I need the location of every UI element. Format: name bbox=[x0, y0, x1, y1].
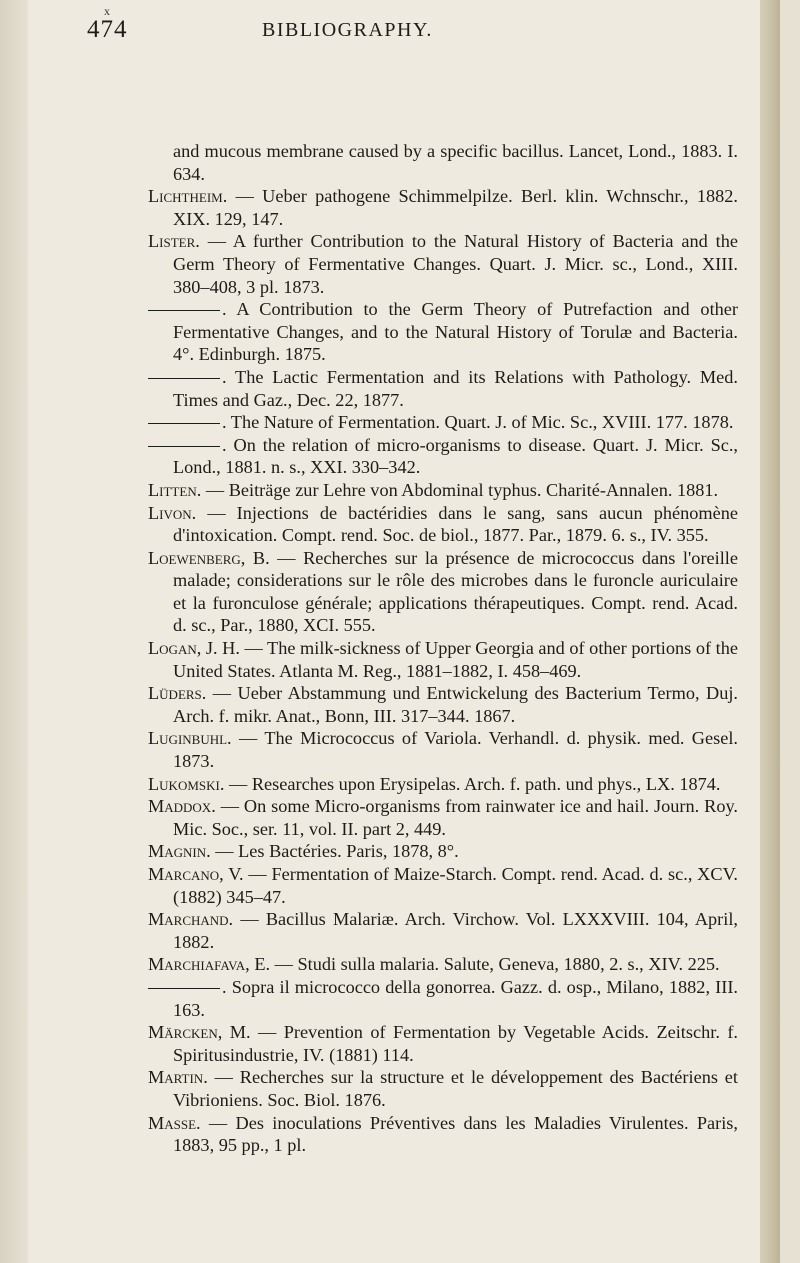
bibliography-entry bbox=[148, 1021, 738, 1066]
entry-author: Logan, bbox=[148, 638, 202, 659]
ditto-rule bbox=[148, 988, 220, 989]
bibliography-entry bbox=[148, 1112, 738, 1157]
entry-text: — Des inoculations Préventives dans les Maladies Virulentes. Paris, 1883, 95 pp., 1 pl. bbox=[173, 1112, 738, 1156]
entry-author: Lüders. bbox=[148, 683, 207, 704]
entry-text: — Injections de bactéridies dans le sang, sans aucun phénomène d'intoxication. Compt. rend. Soc. de biol., 1877. Par., 1879. 6. s., IV. 355. bbox=[173, 502, 738, 546]
bibliography-entry bbox=[148, 298, 738, 366]
entry-text: B. — Recherches sur la présence de micrococcus dans l'oreille malade; considerations sur le rôle des microbes dans le furoncle auriculaire et la furonculose générale; applications thérapeutiques. Compt. rend. Acad. d. sc., Par., 1880, XCI. 555. bbox=[173, 547, 738, 636]
entry-author: Masse. bbox=[148, 1112, 201, 1133]
entry-text: — On some Micro-organisms from rainwater ice and hail. Journ. Roy. Mic. Soc., ser. 11, vol. II. part 2, 449. bbox=[173, 796, 738, 839]
bibliography-entry bbox=[148, 479, 738, 502]
entry-text: . On the relation of micro-organisms to disease. Quart. J. Micr. Sc., Lond., 1881. n. s., XXI. 330–342. bbox=[173, 434, 738, 478]
ditto-rule bbox=[148, 423, 220, 424]
bibliography-entry bbox=[148, 795, 738, 840]
entry-author: Magnin. bbox=[148, 841, 211, 862]
entry-text: . The Nature of Fermentation. Quart. J. of Mic. Sc., XVIII. 177. 1878. bbox=[222, 412, 734, 433]
bibliography-entry bbox=[148, 230, 738, 298]
entry-author: Litten. bbox=[148, 479, 202, 500]
entry-text: . The Lactic Fermentation and its Relations with Pathology. Med. Times and Gaz., Dec. 22, 1877. bbox=[173, 366, 738, 410]
entry-text: V. — Fermentation of Maize-Starch. Compt. rend. Acad. d. sc., XCV. (1882) 345–47. bbox=[173, 864, 738, 907]
bibliography-entry bbox=[148, 773, 738, 796]
entry-author: Marcano, bbox=[148, 864, 224, 884]
entry-text: — The Micrococcus of Variola. Verhandl. d. physik. med. Gesel. 1873. bbox=[173, 728, 738, 772]
bibliography-entry bbox=[148, 366, 738, 411]
ditto-rule bbox=[148, 310, 220, 311]
page-left-shadow bbox=[0, 0, 28, 1263]
entry-text: M. — Prevention of Fermentation by Vegetable Acids. Zeitschr. f. Spiritusindustrie, IV. (1881) 114. bbox=[173, 1022, 738, 1065]
entry-author: Luginbuhl. bbox=[148, 728, 232, 749]
entry-author: Martin. bbox=[148, 1067, 208, 1088]
bibliography-entry bbox=[148, 411, 738, 434]
entry-author: Märcken, bbox=[148, 1022, 223, 1043]
entry-author: Marchiafava, bbox=[148, 954, 250, 975]
entry-text: — Researches upon Erysipelas. Arch. f. path. und phys., LX. 1874. bbox=[224, 773, 721, 794]
entry-author: Marchand. bbox=[148, 909, 234, 930]
corner-mark: x bbox=[104, 4, 110, 18]
bibliography-entry bbox=[148, 953, 738, 976]
entry-author: Livon. bbox=[148, 502, 197, 523]
entry-author: Lister. bbox=[148, 231, 200, 252]
page-number: 474 bbox=[87, 16, 128, 43]
entry-text: — A further Contribution to the Natural History of Bacteria and the Germ Theory of Fermentative Changes. Quart. J. Micr. sc., Lond., XIII. 380–408, 3 pl. 1873. bbox=[173, 231, 738, 297]
bibliography-entry bbox=[148, 185, 738, 230]
entry-text: — Beiträge zur Lehre von Abdominal typhus. Charité-Annalen. 1881. bbox=[201, 479, 719, 500]
ditto-rule bbox=[148, 378, 220, 379]
entry-text: — Recherches sur la structure et le développement des Bactériens et Vibrioniens. Soc. Biol. 1876. bbox=[173, 1067, 738, 1110]
bibliography-entry bbox=[148, 1066, 738, 1111]
bibliography-entry bbox=[148, 502, 738, 547]
bibliography-entry bbox=[148, 863, 738, 908]
entry-text: . A Contribution to the Germ Theory of Putrefaction and other Fermentative Changes, and to the Natural History of Torulæ and Bacteria. 4°. Edinburgh. 1875. bbox=[173, 299, 738, 365]
entry-text: — Ueber pathogene Schimmelpilze. Berl. klin. Wchnschr., 1882. XIX. 129, 147. bbox=[173, 186, 738, 229]
bibliography-list bbox=[148, 140, 738, 1157]
bibliography-entry bbox=[148, 682, 738, 727]
bibliography-entry bbox=[148, 908, 738, 953]
bibliography-entry bbox=[148, 547, 738, 637]
running-head: BIBLIOGRAPHY. bbox=[262, 19, 433, 41]
entry-text: — Ueber Abstammung und Entwickelung des Bacterium Termo, Duj. Arch. f. mikr. Anat., Bonn, III. 317–344. 1867. bbox=[173, 683, 738, 726]
entry-author: Lukomski. bbox=[148, 773, 225, 794]
bibliography-entry bbox=[148, 727, 738, 772]
entry-text: E. — Studi sulla malaria. Salute, Geneva, 1880, 2. s., XIV. 225. bbox=[249, 954, 720, 975]
bibliography-entry bbox=[148, 434, 738, 479]
entry-author: Loewenberg, bbox=[148, 547, 246, 568]
bibliography-entry bbox=[148, 637, 738, 682]
entry-author: Lichtheim. bbox=[148, 186, 228, 207]
entry-author: Maddox. bbox=[148, 796, 216, 817]
page-spine-edge bbox=[760, 0, 780, 1263]
ditto-rule bbox=[148, 446, 220, 447]
entry-text: — Les Bactéries. Paris, 1878, 8°. bbox=[210, 841, 459, 862]
bibliography-entry bbox=[148, 976, 738, 1021]
page-header bbox=[87, 16, 747, 52]
entry-text: J. H. — The milk-sickness of Upper Georgia and of other portions of the United States. Atlanta M. Reg., 1881–1882, I. 458–469. bbox=[173, 638, 738, 681]
entry-text: — Bacillus Malariæ. Arch. Virchow. Vol. LXXXVIII. 104, April, 1882. bbox=[173, 909, 738, 952]
bibliography-entry bbox=[148, 840, 738, 863]
continued-entry: and mucous membrane caused by a specific bacillus. Lancet, Lond., 1883. I. 634. bbox=[173, 141, 738, 184]
entry-text: . Sopra il micrococco della gonorrea. Gazz. d. osp., Milano, 1882, III. 163. bbox=[173, 976, 738, 1020]
